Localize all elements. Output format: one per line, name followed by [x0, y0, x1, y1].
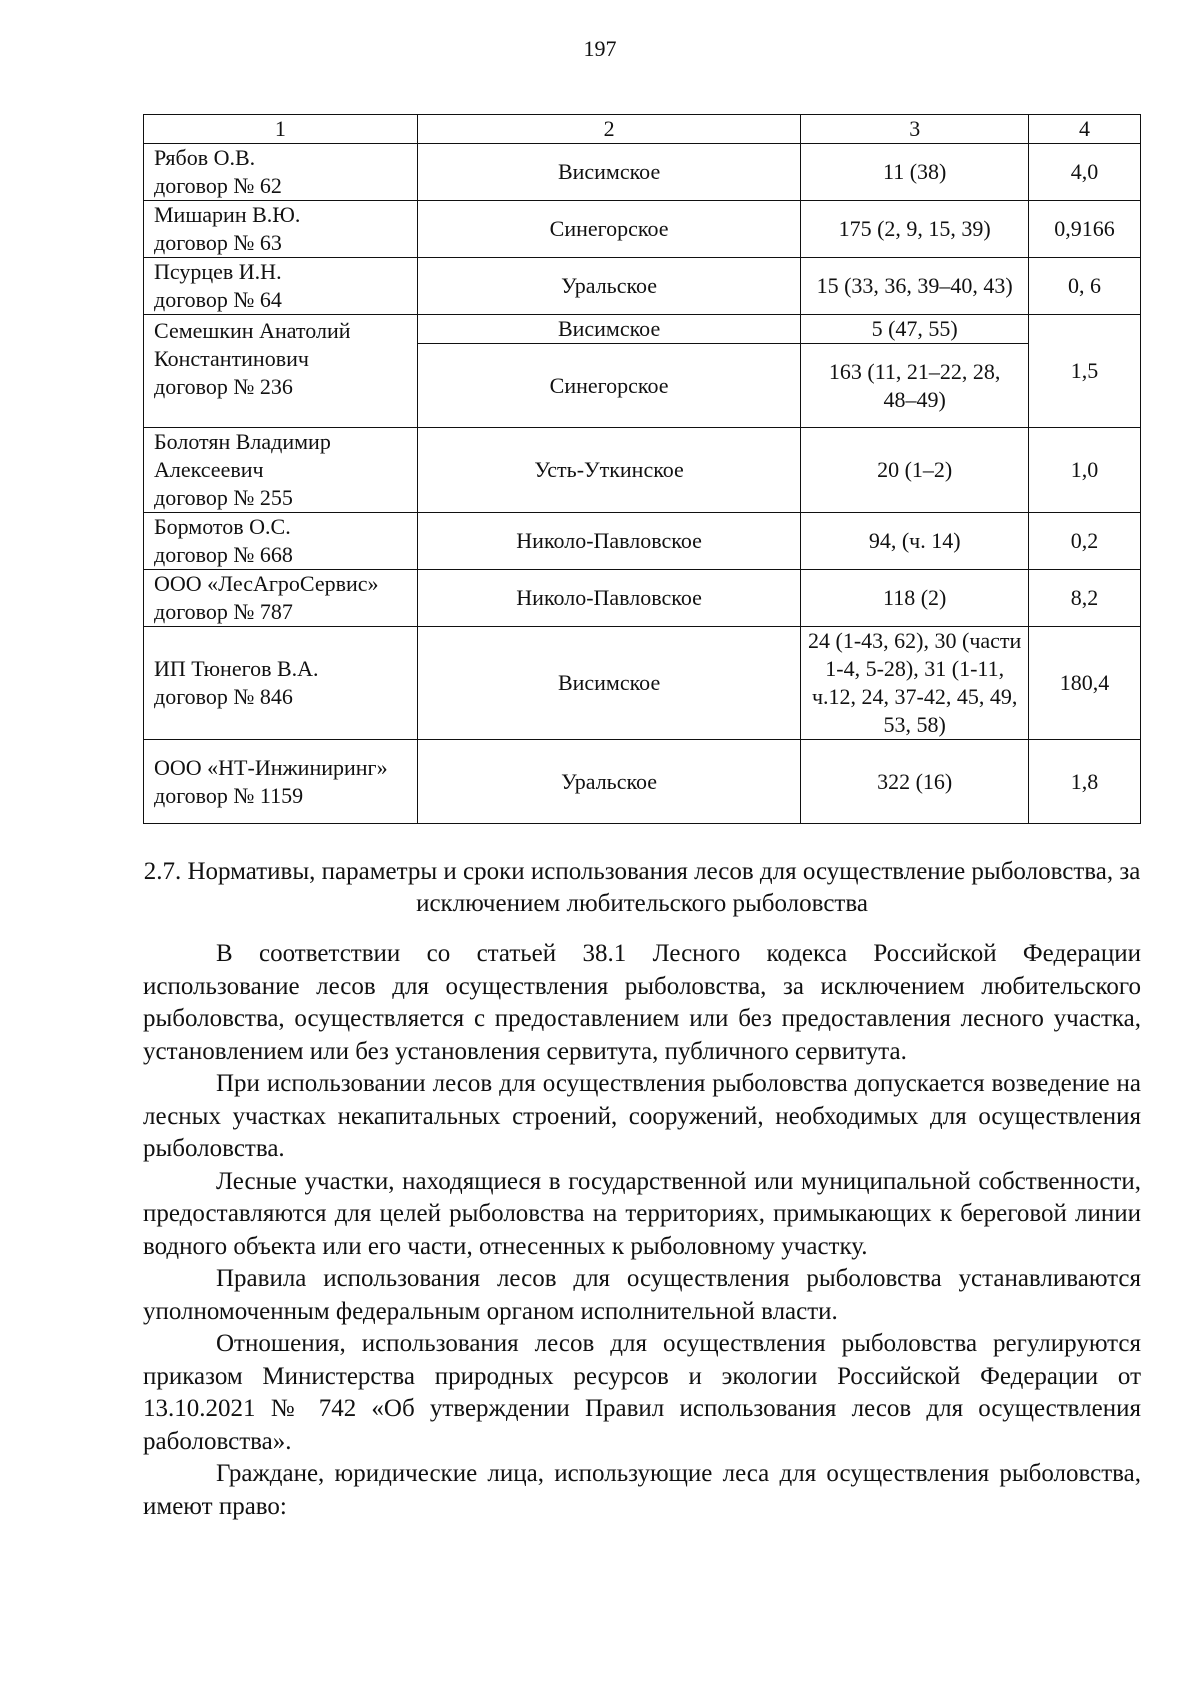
user-name: ООО «НТ-Инжиниринг» договор № 1159 [154, 754, 388, 808]
forestry-cell: Николо-Павловское [417, 513, 801, 570]
user-name: Псурцев И.Н. [154, 259, 282, 284]
user-name: Семешкин Анатолий Константинович [154, 318, 351, 371]
quarters-cell: 118 (2) [801, 570, 1029, 627]
column-header-2: 2 [417, 115, 801, 144]
column-header-1: 1 [144, 115, 418, 144]
contract-number: договор № 787 [154, 599, 293, 624]
table-header-row [144, 115, 1141, 144]
contract-number: договор № 64 [154, 287, 282, 312]
user-name: Мишарин В.Ю. [154, 202, 301, 227]
area-cell: 1,8 [1029, 740, 1141, 824]
table-row [144, 627, 1141, 740]
table-row [144, 570, 1141, 627]
area-cell: 0, 6 [1029, 258, 1141, 315]
area-cell: 1,0 [1029, 428, 1141, 513]
table-row [144, 513, 1141, 570]
contract-number: договор № 63 [154, 230, 282, 255]
forestry-cell: Уральское [417, 258, 801, 315]
forestry-cell: Висимское [417, 627, 801, 740]
quarters-cell: 15 (33, 36, 39–40, 43) [801, 258, 1029, 315]
paragraph: Правила использования лесов для осуществления рыболовства устанавливаются уполномоченным федеральным органом исполнительной власти. [143, 1265, 1141, 1325]
page-number: 197 [583, 36, 617, 61]
table-row [144, 428, 1141, 513]
area-cell: 0,2 [1029, 513, 1141, 570]
table-row [144, 258, 1141, 315]
section-body [143, 938, 1141, 1523]
user-cell [144, 258, 418, 315]
contract-number: договор № 236 [154, 374, 293, 399]
paragraph: Лесные участки, находящиеся в государственной или муниципальной собственности, предоставляются для целей рыболовства на территориях, примыкающих к береговой линии водного объекта или его части, отнесенных к рыболовному участку. [143, 1167, 1141, 1260]
contract-number: договор № 668 [154, 542, 293, 567]
paragraph: Граждане, юридические лица, использующие леса для осуществления рыболовства, имеют право: [143, 1460, 1141, 1520]
table-row [144, 201, 1141, 258]
column-header-3: 3 [801, 115, 1029, 144]
user-cell [144, 428, 418, 513]
forestry-cell: Висимское [417, 144, 801, 201]
user-cell [144, 513, 418, 570]
forestry-cell: Николо-Павловское [417, 570, 801, 627]
user-name: Бормотов О.С. [154, 514, 291, 539]
quarters-cell: 163 (11, 21–22, 28, 48–49) [801, 344, 1029, 428]
area-cell: 1,5 [1029, 315, 1141, 428]
user-cell [144, 201, 418, 258]
column-header-4: 4 [1029, 115, 1141, 144]
quarters-cell: 175 (2, 9, 15, 39) [801, 201, 1029, 258]
area-cell: 8,2 [1029, 570, 1141, 627]
user-name: ООО «ЛесАгроСервис» [154, 571, 379, 596]
user-name: Болотян Владимир Алексеевич [154, 429, 331, 482]
quarters-cell: 24 (1-43, 62), 30 (части 1-4, 5-28), 31 (1-11, ч.12, 24, 37-42, 45, 49, 53, 58) [801, 627, 1029, 740]
area-cell: 180,4 [1029, 627, 1141, 740]
area-cell: 0,9166 [1029, 201, 1141, 258]
contract-number: договор № 62 [154, 173, 282, 198]
forestry-cell: Уральское [417, 740, 801, 824]
paragraph: Отношения, использования лесов для осуществления рыболовства регулируются приказом Министерства природных ресурсов и экологии Российской Федерации от 13.10.2021 № 742 «Об утверждении Правил использования лесов для осуществления раболовства». [143, 1330, 1141, 1455]
quarters-cell: 5 (47, 55) [801, 315, 1029, 344]
paragraph: В соответствии со статьей 38.1 Лесного кодекса Российской Федерации использование лесов для осуществления рыболовства, за исключением любительского рыболовства, осуществляется с предоставлением или без предоставления лесного участка, установлением или без установления сервитута, публичного сервитута. [143, 940, 1141, 1065]
forestry-cell: Усть-Уткинское [417, 428, 801, 513]
table-row [144, 740, 1141, 824]
contract-number: договор № 846 [154, 684, 293, 709]
user-cell [144, 570, 418, 627]
quarters-cell: 94, (ч. 14) [801, 513, 1029, 570]
area-cell: 4,0 [1029, 144, 1141, 201]
quarters-cell: 322 (16) [801, 740, 1029, 824]
user-name: ИП Тюнегов В.А. [154, 656, 319, 681]
user-cell [144, 740, 418, 824]
quarters-cell: 20 (1–2) [801, 428, 1029, 513]
forest-users-table [143, 114, 1141, 824]
forestry-cell: Висимское [417, 315, 801, 344]
user-cell [144, 144, 418, 201]
contract-number: договор № 255 [154, 485, 293, 510]
quarters-cell: 11 (38) [801, 144, 1029, 201]
forestry-cell: Синегорское [417, 344, 801, 428]
forestry-cell: Синегорское [417, 201, 801, 258]
paragraph: При использовании лесов для осуществления рыболовства допускается возведение на лесных участках некапитальных строений, сооружений, необходимых для осуществления рыболовства. [143, 1070, 1141, 1162]
user-cell [144, 627, 418, 740]
user-name: Рябов О.В. [154, 145, 256, 170]
table-row [144, 315, 1141, 344]
section-heading: 2.7. Нормативы, параметры и сроки использования лесов для осуществление рыболовства, за исключением любительского рыболовства [143, 858, 1141, 917]
user-cell [144, 315, 418, 428]
table-row [144, 144, 1141, 201]
